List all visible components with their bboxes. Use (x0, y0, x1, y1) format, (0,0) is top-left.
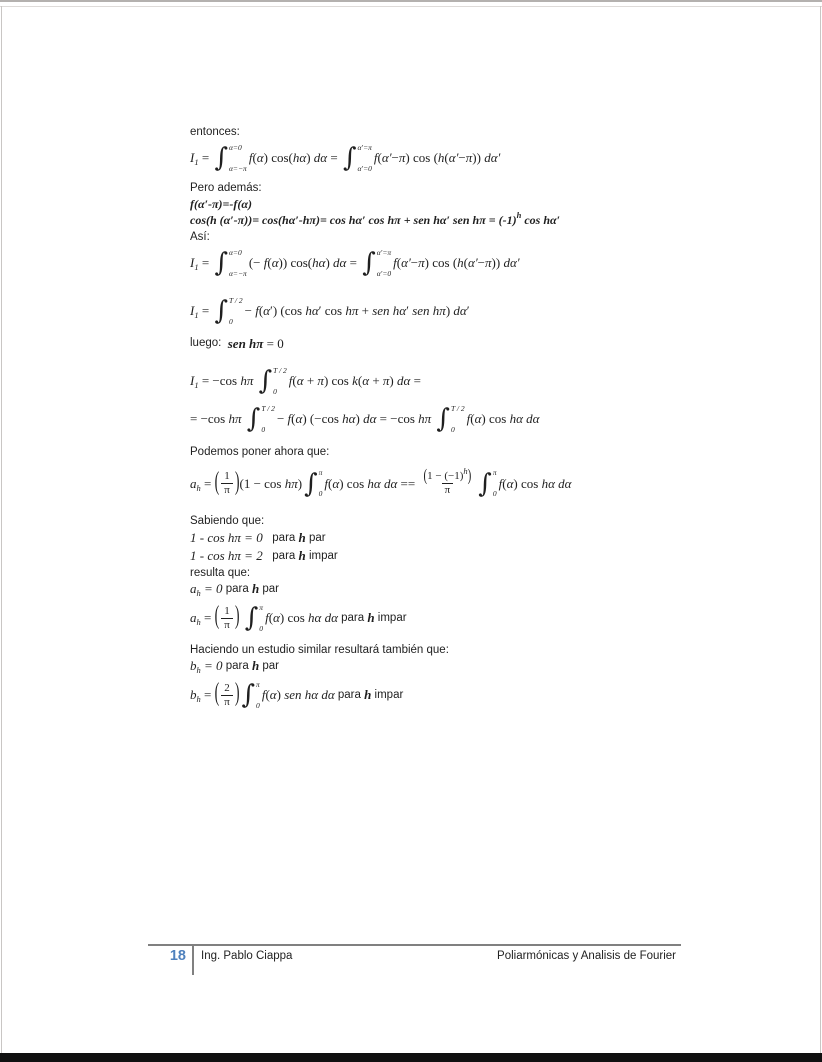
math-run: h (516, 210, 522, 220)
math-run: h (251, 658, 260, 673)
text-line: Podemos poner ahora que: (190, 446, 330, 458)
math-run: f (498, 475, 503, 491)
math-run: f (466, 411, 471, 426)
integral-sign: ∫ (241, 680, 256, 710)
integral-bounds (272, 367, 287, 396)
integral (362, 248, 391, 278)
fraction (420, 466, 474, 497)
math-run: ( (396, 255, 402, 270)
math-run: = (198, 255, 213, 270)
math-run: a (190, 581, 197, 596)
page-left-edge (1, 6, 2, 1053)
math-run: h (196, 588, 201, 598)
math-run: π (317, 373, 324, 388)
math-run: hπ (418, 411, 432, 426)
text-line: Pero además: (190, 182, 262, 194)
math-run: luego: (190, 337, 228, 349)
math-run: hα (292, 150, 307, 165)
math-run: = 0 (200, 581, 223, 596)
integral (242, 680, 260, 710)
math-run: − (458, 150, 466, 165)
integral-sign: ∫ (478, 468, 492, 499)
math-run: hα (305, 303, 319, 318)
integral-bounds (450, 405, 465, 434)
integral-sign: ∫ (342, 143, 357, 173)
integral-upper-bound: α′=π (357, 142, 372, 152)
math-run: = −cos (376, 411, 419, 426)
integral (247, 404, 275, 434)
math-run: f (265, 610, 269, 625)
math-run: = (200, 610, 215, 625)
formula-line (190, 547, 702, 565)
math-run: dα (324, 610, 338, 625)
integral-upper-bound: π (318, 468, 323, 477)
integral-upper-bound: π (256, 679, 260, 689)
integral-bounds (376, 249, 391, 278)
math-run: α′ (468, 255, 478, 270)
big-paren: ( (214, 603, 220, 631)
math-run: 1 − (−1) (427, 470, 464, 482)
integral-bounds (318, 469, 323, 498)
page-number: 18 (169, 948, 186, 964)
math-run: dα (453, 303, 467, 318)
formula-line (190, 529, 702, 547)
formula-line (190, 363, 702, 399)
math-run: sen hα (372, 303, 407, 318)
math-run: ) cos ( (424, 255, 458, 270)
math-run: α (295, 411, 303, 426)
math-run: par (305, 532, 326, 544)
math-run: ) cos (513, 475, 542, 491)
fraction (221, 470, 233, 497)
integral (214, 248, 246, 278)
math-run: + (358, 303, 373, 318)
math-run: = (198, 303, 213, 318)
math-run: 1 (194, 380, 199, 390)
integral (259, 366, 287, 396)
math-run: − (477, 255, 486, 270)
math-run: hα (367, 475, 381, 491)
integral-bounds (255, 681, 260, 710)
math-run: cos hα′ (521, 213, 561, 227)
formula-line (190, 581, 702, 597)
math-run: α′ (448, 150, 459, 165)
math-run: ) cos (481, 411, 510, 426)
integral-lower-bound: α=−π (228, 268, 247, 278)
math-run: dα (558, 475, 572, 491)
math-run: ( (292, 373, 297, 388)
math-run: f (287, 411, 292, 426)
math-run: sen hπ (227, 336, 264, 351)
integral-sign: ∫ (258, 366, 273, 396)
integral (214, 296, 242, 326)
text-line: Así: (190, 231, 210, 243)
integral (478, 469, 496, 499)
math-run: para (334, 689, 365, 701)
math-run: ) cos ( (405, 150, 438, 165)
integral-sign: ∫ (214, 143, 228, 173)
math-run: ( (470, 411, 475, 426)
math-run: ′ cos (318, 303, 346, 318)
math-run: a (190, 475, 197, 491)
math-run: = (200, 475, 215, 491)
fraction-denominator: π (221, 483, 233, 497)
math-run: 1 (194, 310, 199, 320)
math-run: ′) (cos (270, 303, 306, 318)
math-run: f(α′-π)=-f(α) (190, 197, 253, 211)
math-run: = (327, 150, 341, 165)
math-run: π (398, 150, 406, 165)
integral-bounds (228, 249, 247, 278)
big-paren: ) (234, 680, 240, 708)
math-run: I (190, 255, 195, 270)
math-run: para (222, 660, 252, 672)
integral-bounds (258, 604, 263, 633)
math-run (253, 373, 256, 389)
math-run: ) (389, 373, 398, 388)
formula-line (190, 597, 702, 639)
integral-bounds (260, 405, 275, 434)
math-run: ′ (406, 303, 413, 318)
math-run: hα (312, 255, 326, 270)
math-run: α (273, 610, 280, 625)
math-run: ) cos (339, 475, 368, 491)
math-run: (− (248, 255, 264, 270)
math-run: hα (308, 610, 322, 625)
math-run: α (269, 687, 277, 702)
fraction-numerator (420, 466, 474, 485)
math-run: − (276, 411, 288, 426)
math-run: impar (374, 612, 407, 624)
integral-sign: ∫ (362, 248, 376, 278)
document-content (190, 120, 702, 716)
integral-sign: ∫ (214, 296, 228, 326)
integral (214, 143, 246, 173)
integral-upper-bound: T / 2 (261, 403, 275, 413)
integral-sign: ∫ (244, 603, 259, 633)
math-run: hα (509, 411, 523, 426)
math-run: dα (363, 411, 377, 426)
math-run: f (263, 255, 268, 270)
math-run: ) (325, 255, 334, 270)
integral-lower-bound: α=−π (228, 163, 247, 173)
math-run: α (256, 150, 264, 165)
fraction-numerator: 1 (224, 470, 230, 482)
math-run: h (298, 548, 306, 563)
footer-rule (148, 944, 681, 946)
math-run: ) (306, 150, 314, 165)
integral-sign: ∫ (246, 404, 261, 434)
big-paren: ( (214, 468, 220, 497)
math-run: = 0 (200, 658, 223, 673)
math-run: α′ (381, 150, 392, 165)
integral-upper-bound: π (259, 602, 264, 612)
formula-line (190, 212, 702, 229)
integral-lower-bound: α′=0 (357, 163, 372, 173)
formula-line (190, 293, 702, 329)
math-run: k (352, 373, 358, 388)
integral-lower-bound: 0 (259, 623, 264, 633)
integral-lower-bound: 0 (256, 700, 260, 710)
math-run: h (298, 530, 306, 545)
integral-lower-bound: 0 (228, 316, 233, 326)
math-run: ( (265, 687, 270, 702)
math-run: h (251, 581, 260, 596)
math-run: ( (357, 373, 363, 388)
integral-bounds (228, 144, 247, 173)
math-run: == (397, 475, 419, 491)
math-run: ) (297, 475, 303, 491)
math-run: h (457, 255, 464, 270)
math-run: ( (258, 303, 264, 318)
math-run: h (367, 610, 375, 625)
math-run: α (506, 475, 514, 491)
math-run: f (248, 150, 253, 165)
formula-line (190, 460, 702, 507)
math-run: = −cos (198, 373, 241, 388)
math-run: α (362, 373, 370, 388)
math-run: f (373, 150, 378, 165)
math-run: hπ (284, 475, 298, 491)
math-run: ( (267, 255, 272, 270)
math-run: hπ (240, 373, 254, 388)
integral-upper-bound: α′=π (376, 247, 392, 257)
math-run: para (262, 532, 299, 544)
math-run: impar (305, 550, 338, 562)
integral-upper-bound: T / 2 (450, 403, 465, 413)
math-run: h (196, 665, 201, 675)
math-run: dα (383, 475, 398, 491)
math-run: h (196, 617, 201, 627)
math-run: I (190, 303, 195, 318)
math-run: hα (541, 475, 555, 491)
integral-upper-bound: α=0 (228, 247, 242, 257)
math-run: ( (268, 610, 274, 625)
integral-lower-bound: 0 (318, 489, 323, 498)
math-run: (1 − cos (239, 475, 285, 491)
math-run: dα (313, 150, 328, 165)
big-paren: ) (467, 466, 472, 485)
fraction (221, 605, 233, 632)
footer-doc-title: Poliarmónicas y Analisis de Fourier (497, 950, 676, 962)
footer-divider (192, 946, 194, 975)
integral-lower-bound: 0 (450, 424, 455, 434)
math-run: − (410, 255, 419, 270)
math-run: ( (463, 255, 468, 270)
math-run: ( (444, 150, 449, 165)
math-run: hα (342, 411, 356, 426)
math-run: ( (291, 411, 296, 426)
math-run: )) (472, 150, 485, 165)
integral-bounds (492, 469, 497, 498)
page-right-edge (820, 6, 821, 1053)
math-run: α (271, 255, 279, 270)
page-inner-top-edge (0, 6, 822, 7)
math-run: para (262, 550, 299, 562)
math-run: )) cos( (278, 255, 313, 270)
text-line: Haciendo un estudio similar resultará también que: (190, 644, 449, 656)
integral (436, 404, 464, 434)
integral-upper-bound: T / 2 (228, 295, 243, 305)
math-run: par (259, 660, 280, 672)
math-run: α′ (401, 255, 411, 270)
math-run: ′ (466, 303, 470, 318)
integral (304, 469, 322, 499)
text-line: Sabiendo que: (190, 515, 265, 527)
big-paren: ( (214, 680, 220, 708)
integral-bounds (357, 144, 372, 173)
math-run: ) (355, 411, 364, 426)
integral-lower-bound: 0 (261, 424, 266, 434)
math-run: + (303, 373, 318, 388)
integral-lower-bound: 0 (273, 386, 277, 396)
page-top-edge (0, 0, 822, 2)
math-run: f (393, 255, 397, 270)
integral-upper-bound: T / 2 (273, 365, 287, 375)
math-run (431, 411, 434, 427)
math-run: π (485, 255, 492, 270)
text-line: entonces: (190, 126, 240, 138)
math-run: ) cos (279, 610, 309, 625)
math-run (240, 610, 243, 626)
math-run: sen hα (284, 687, 319, 702)
math-run: α (263, 303, 270, 318)
formula-line (190, 140, 702, 176)
math-run: 1 (194, 262, 199, 272)
math-run: dα (333, 255, 347, 270)
formula-line (190, 674, 702, 716)
footer-author: Ing. Pablo Ciappa (201, 950, 293, 962)
formula-line (190, 245, 702, 281)
math-run: dα (526, 411, 540, 426)
math-run: α (296, 373, 304, 388)
math-run: para (222, 583, 252, 595)
integral-sign: ∫ (436, 404, 450, 434)
math-run: hπ (228, 411, 242, 426)
math-run: h (196, 694, 201, 704)
math-run: = (200, 687, 215, 702)
math-run: ) cos( (263, 150, 293, 165)
math-run: = −cos (190, 411, 229, 426)
integral-sign: ∫ (214, 248, 228, 278)
math-run: ) (−cos (302, 411, 343, 426)
math-run (242, 411, 245, 427)
math-run: impar (371, 689, 404, 701)
math-run: )) (491, 255, 504, 270)
text-line: resulta que: (190, 567, 251, 579)
big-paren: ) (234, 603, 240, 631)
math-run: par (259, 583, 280, 595)
math-run: − (244, 303, 256, 318)
math-run: π (418, 255, 425, 270)
math-run: h (364, 687, 372, 702)
math-run: cos(h (α′-π))= cos(hα′-hπ)= cos hα′ cos hπ + sen hα′ sen hπ = (-1) (190, 213, 517, 227)
integral-lower-bound: 0 (492, 489, 497, 498)
math-run: h (437, 150, 445, 165)
math-run: dα (397, 373, 411, 388)
math-run: = (410, 373, 421, 388)
math-run: dα (321, 687, 335, 702)
integral (245, 603, 263, 633)
math-run: f (324, 475, 329, 491)
math-run: α (474, 411, 482, 426)
fraction-numerator: 1 (224, 604, 230, 617)
integral-upper-bound: π (492, 468, 497, 477)
fraction-numerator: 2 (224, 681, 230, 694)
math-run: ) cos (323, 373, 353, 388)
math-run: + (369, 373, 383, 388)
math-run: = 0 (263, 336, 284, 351)
math-run: hπ (345, 303, 359, 318)
integral-bounds (228, 297, 243, 326)
formula-line (190, 196, 702, 212)
math-run: dα′ (484, 150, 501, 165)
page-bottom-bar (0, 1053, 822, 1062)
math-run: ( (252, 150, 257, 165)
math-run: π (382, 373, 390, 388)
math-run: I (190, 150, 195, 165)
math-run: I (190, 373, 195, 388)
math-run: − (391, 150, 399, 165)
formula-line (190, 335, 702, 352)
formula-line (190, 401, 702, 437)
math-run: ) (445, 303, 454, 318)
math-run: π (465, 150, 473, 165)
fraction-denominator: π (442, 483, 454, 497)
math-run: ( (502, 475, 507, 491)
fraction-denominator: π (221, 618, 233, 632)
math-run: a (190, 610, 197, 625)
integral-lower-bound: α′=0 (376, 268, 392, 278)
math-run: 1 (194, 157, 199, 167)
math-run: f (255, 303, 259, 318)
math-run: h (196, 482, 201, 493)
fraction (221, 682, 233, 709)
math-run: ( (377, 150, 382, 165)
math-run: ( (328, 475, 333, 491)
math-run: 1 - cos hπ = 0 (190, 530, 263, 545)
integral-upper-bound: α=0 (228, 142, 242, 152)
formula-line (190, 658, 702, 674)
math-run: h (463, 466, 468, 476)
math-run: b (190, 658, 197, 673)
big-paren: ( (423, 466, 428, 485)
math-run: f (288, 373, 293, 388)
math-run: para (337, 612, 368, 624)
math-run: = (346, 255, 361, 270)
math-run: f (261, 687, 266, 702)
math-run: ) (276, 687, 285, 702)
integral-sign: ∫ (304, 468, 318, 499)
math-run: = (198, 150, 213, 165)
fraction-denominator: π (221, 695, 233, 709)
math-run: 1 - cos hπ = 2 (190, 548, 263, 563)
math-run: dα′ (503, 255, 520, 270)
math-run: b (190, 687, 197, 702)
math-run: α (332, 475, 340, 491)
big-paren: ) (234, 468, 240, 497)
math-run: sen hπ (412, 303, 446, 318)
integral (343, 143, 372, 173)
